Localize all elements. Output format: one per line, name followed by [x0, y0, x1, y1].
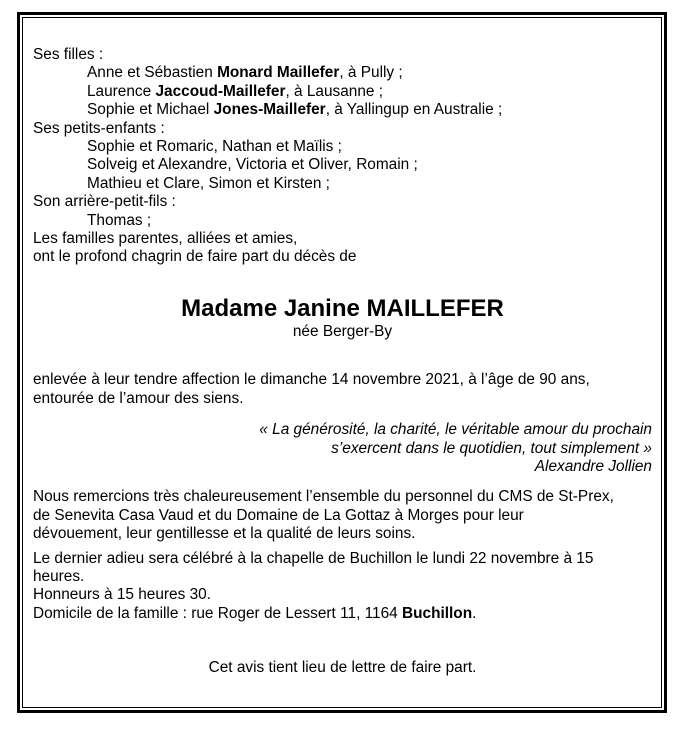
- announcement-intro-line: ont le profond chagrin de faire part du décès de: [33, 248, 357, 266]
- quote-author: Alexandre Jollien: [534, 457, 652, 475]
- quote-section: [33, 421, 652, 476]
- daughter-surname: Jones-Maillefer: [213, 101, 326, 119]
- grandchild-line: Solveig et Alexandre, Victoria et Oliver, Romain ;: [87, 156, 418, 174]
- deceased-name-heading: Madame Janine MAILLEFER: [181, 294, 504, 322]
- family-section: [33, 46, 652, 267]
- daughter-names: Sophie et Michael: [87, 101, 214, 119]
- daughter-place: , à Lausanne ;: [285, 82, 384, 100]
- thanks-line: Nous remercions très chaleureusement l’ensemble du personnel du CMS de St-Prex,: [33, 488, 614, 506]
- ceremony-section: [33, 550, 652, 624]
- passing-line: entourée de l’amour des siens.: [33, 389, 244, 407]
- domicile-period: .: [472, 604, 477, 622]
- daughter-surname: Jaccoud-Maillefer: [155, 82, 286, 100]
- passing-section: [33, 371, 652, 408]
- daughter-names: Laurence: [87, 82, 156, 100]
- death-notice-frame: [17, 12, 667, 713]
- families-line: Les familles parentes, alliées et amies,: [33, 230, 298, 248]
- daughter-surname: Monard Maillefer: [217, 64, 340, 82]
- domicile-address: Domicile de la famille : rue Roger de Lessert 11, 1164: [33, 604, 402, 622]
- thanks-line: de Senevita Casa Vaud et du Domaine de La Gottaz à Morges pour leur: [33, 506, 524, 524]
- thanks-section: [33, 488, 652, 543]
- grandchild-line: Mathieu et Clare, Simon et Kirsten ;: [87, 174, 330, 192]
- daughter-line: [33, 101, 652, 119]
- maiden-name: née Berger-By: [292, 322, 393, 340]
- domicile-town: Buchillon: [402, 604, 473, 622]
- daughter-place: , à Yallingup en Australie ;: [325, 101, 503, 119]
- daughter-place: , à Pully ;: [339, 64, 403, 82]
- honours-line: Honneurs à 15 heures 30.: [33, 586, 211, 604]
- great-grandson-label: Son arrière-petit-fils :: [33, 193, 176, 211]
- ceremony-line: Le dernier adieu sera célébré à la chapelle de Buchillon le lundi 22 novembre à 15: [33, 549, 594, 567]
- thanks-line: dévouement, leur gentillesse et la qualité de leurs soins.: [33, 525, 416, 543]
- daughter-names: Anne et Sébastien: [87, 64, 218, 82]
- grandchildren-label: Ses petits-enfants :: [33, 119, 165, 137]
- daughter-line: [33, 64, 652, 82]
- great-grandson-line: Thomas ;: [87, 211, 152, 229]
- ceremony-line: heures.: [33, 567, 85, 585]
- grandchild-line: Sophie et Romaric, Nathan et Maïlis ;: [87, 138, 342, 156]
- quote-line: « La générosité, la charité, le véritable amour du prochain: [259, 421, 652, 439]
- quote-line: s’exercent dans le quotidien, tout simplement »: [331, 439, 652, 457]
- footer-notice: Cet avis tient lieu de lettre de faire part.: [208, 659, 477, 677]
- daughter-line: [33, 83, 652, 101]
- daughters-label: Ses filles :: [33, 46, 104, 63]
- death-notice-inner-border: [22, 17, 662, 708]
- passing-line: enlevée à leur tendre affection le dimanche 14 novembre 2021, à l’âge de 90 ans,: [33, 371, 590, 389]
- domicile-line: [33, 605, 652, 623]
